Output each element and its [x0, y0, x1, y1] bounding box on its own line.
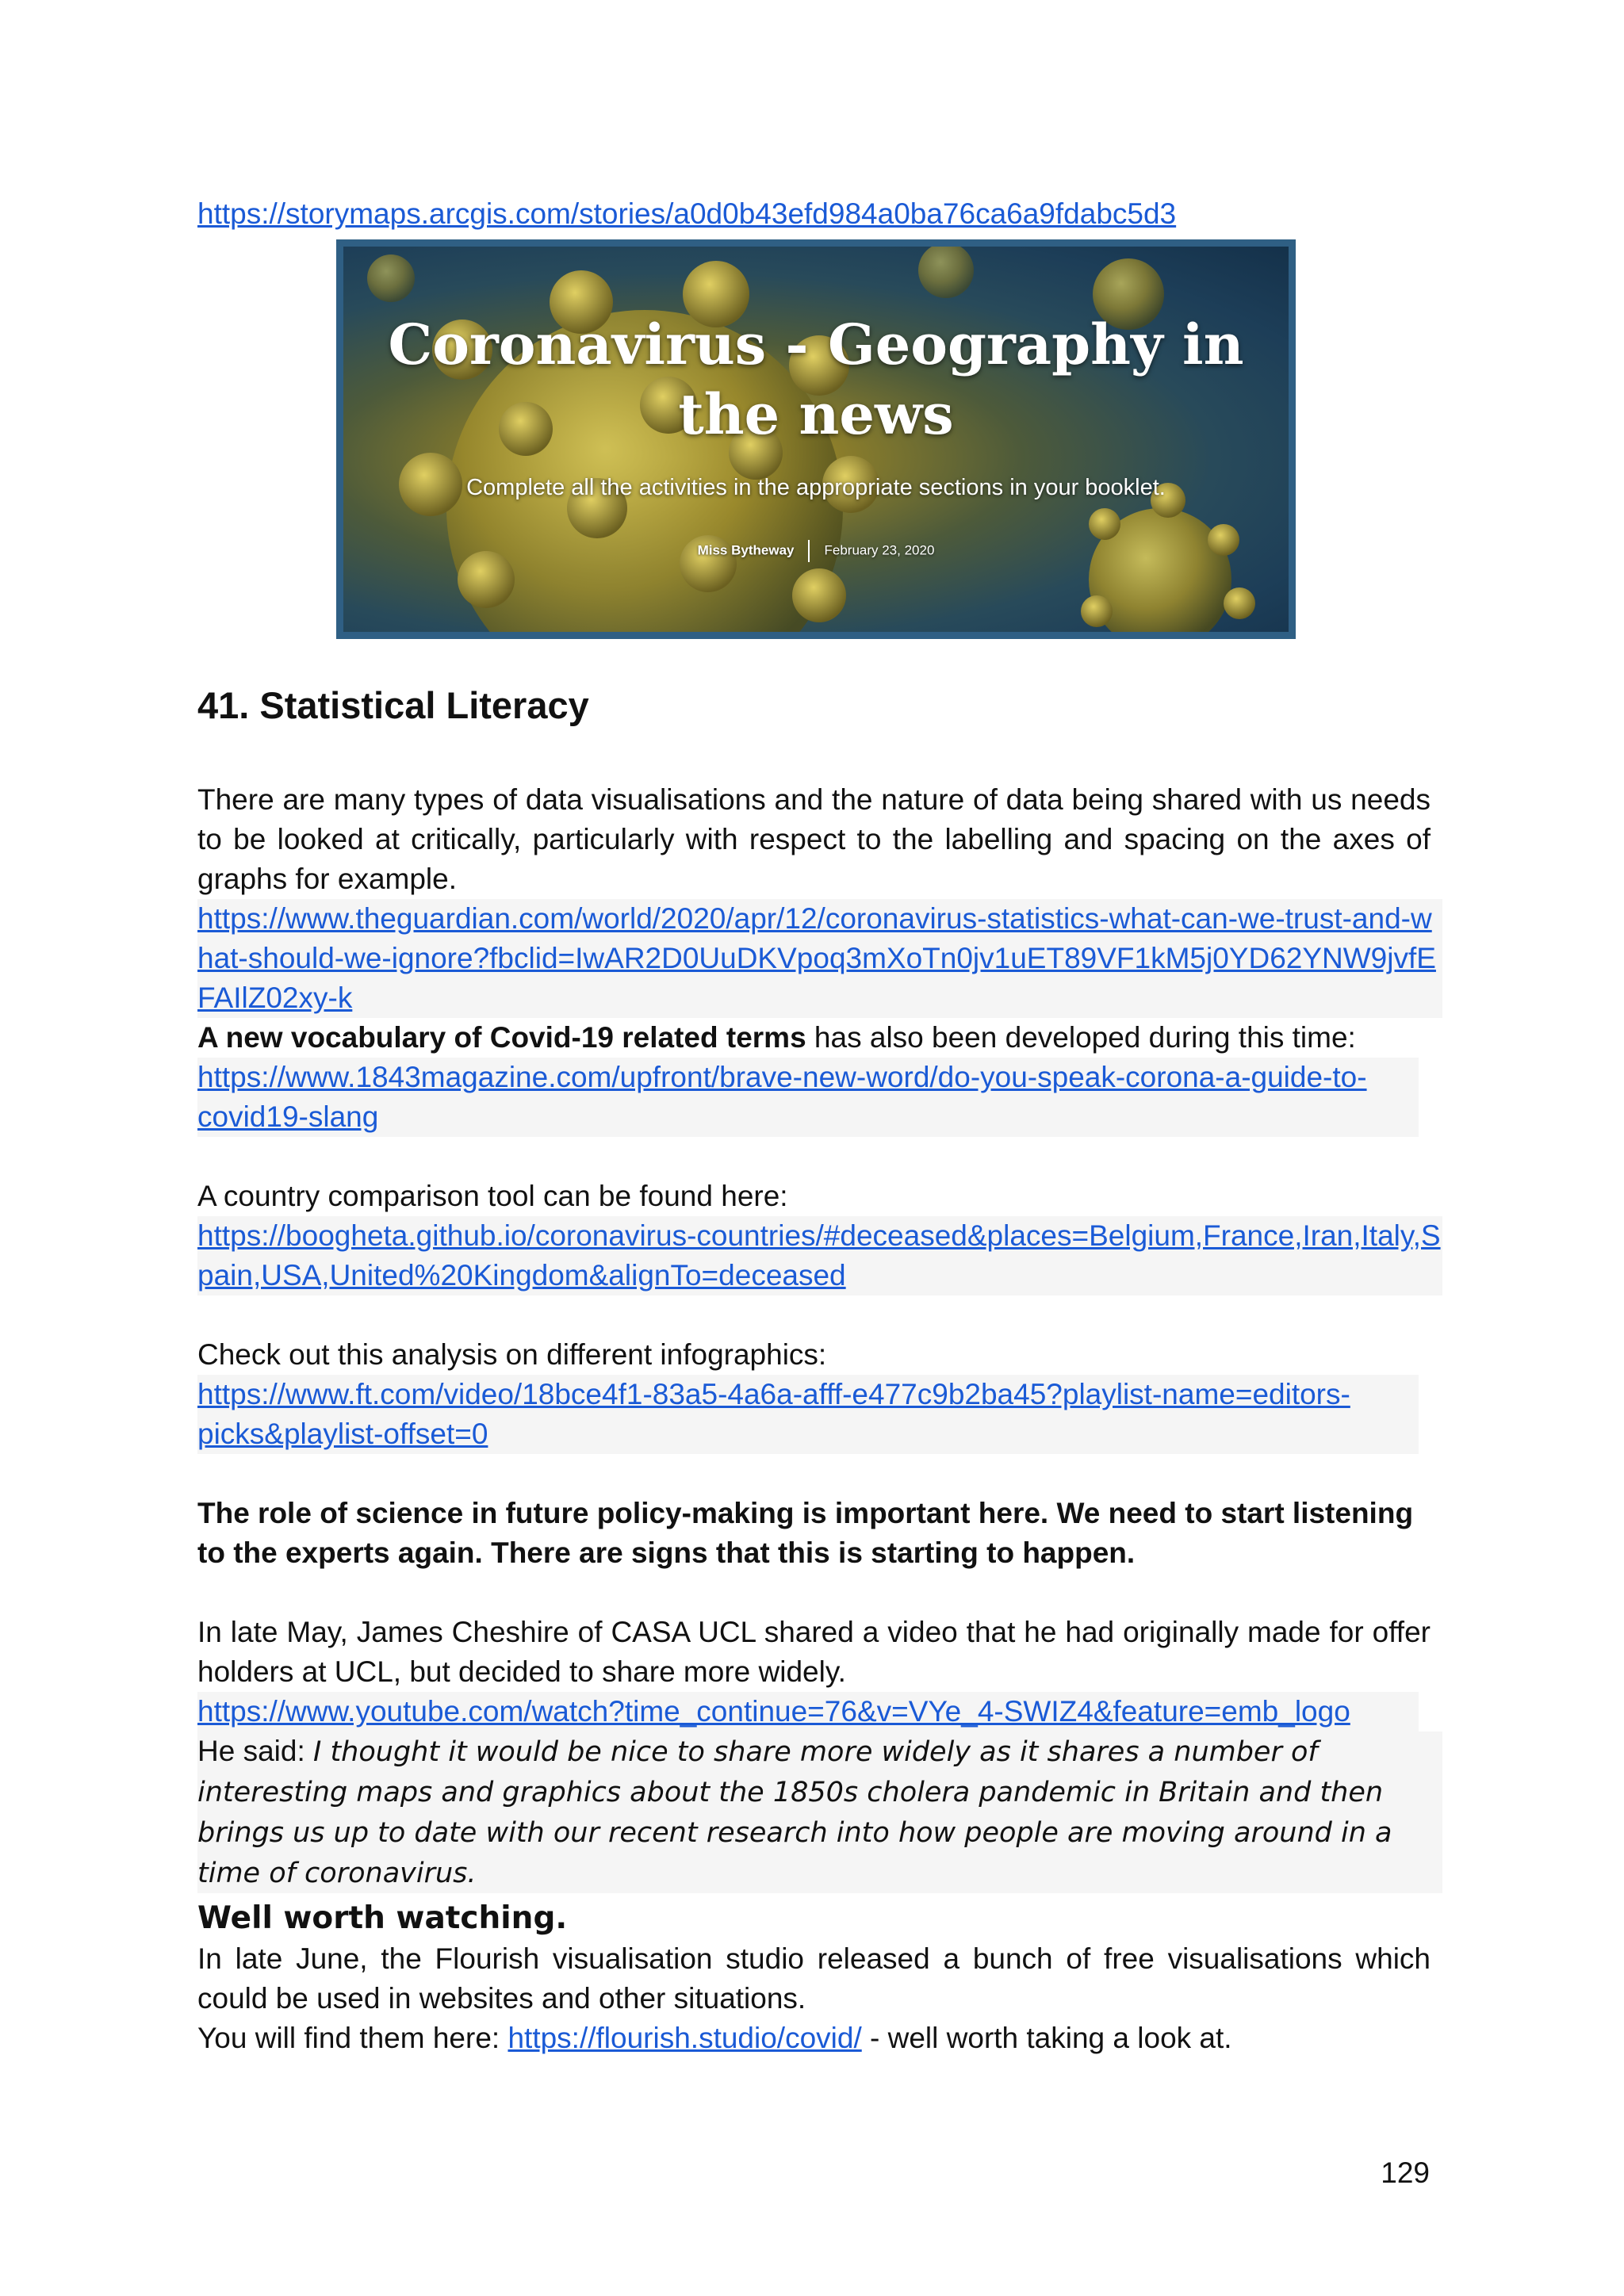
vocab-link[interactable]: https://www.1843magazine.com/upfront/brave-new-word/do-you-speak-corona-a-guide-to-covid19-slang [197, 1061, 1367, 1133]
banner-title: Coronavirus - Geography in the news [388, 312, 1244, 447]
flourish-paragraph: In late June, the Flourish visualisation studio released a bunch of free visualisations which could be used in websites and other situations. [197, 1942, 1431, 2015]
quote-paragraph [197, 1732, 1442, 1893]
youtube-link[interactable]: https://www.youtube.com/watch?time_continue=76&v=VYe_4-SWIZ4&feature=emb_logo [197, 1695, 1350, 1728]
well-worth-heading: Well worth watching. [197, 1900, 568, 1936]
intro-paragraph: There are many types of data visualisations and the nature of data being shared with us needs to be looked at critically, particularly with respect to the labelling and spacing on the axes of graphs for example. [197, 783, 1431, 895]
science-paragraph: The role of science in future policy-making is important here. We need to start listening to the experts again. There are signs that this is starting to happen. [197, 1497, 1414, 1569]
vocab-rest-text: has also been developed during this time: [806, 1021, 1356, 1054]
banner-date: February 23, 2020 [824, 542, 935, 558]
vocab-link-block [197, 1058, 1419, 1137]
section-heading: 41. Statistical Literacy [197, 684, 589, 726]
he-said-text: He said: [197, 1735, 314, 1767]
infographics-link-block [197, 1375, 1419, 1454]
banner-meta [343, 540, 1289, 562]
guardian-link-block [197, 899, 1442, 1018]
flourish-suffix: - well worth taking a look at. [861, 2022, 1232, 2054]
infographics-paragraph: Check out this analysis on different infographics: [197, 1338, 827, 1371]
infographics-link[interactable]: https://www.ft.com/video/18bce4f1-83a5-4a6a-afff-e477c9b2ba45?playlist-name=editors-picks&playlist-offset=0 [197, 1378, 1350, 1450]
flourish-link[interactable]: https://flourish.studio/covid/ [508, 2022, 862, 2054]
banner-author: Miss Bytheway [697, 542, 795, 558]
flourish-link-paragraph [197, 2019, 1431, 2058]
vocab-bold-text: A new vocabulary of Covid-19 related terms [197, 1021, 806, 1054]
guardian-link[interactable]: https://www.theguardian.com/world/2020/apr/12/coronavirus-statistics-what-can-we-trust-and-what-should-we-ignore?fbclid=IwAR2D0UuDKVpoq3mXoTn0jv1uET89VF1kM5j0YD62YNW9jvfEFAIlZ02xy-k [197, 902, 1436, 1014]
youtube-link-block [197, 1692, 1419, 1732]
banner-separator [808, 540, 810, 562]
storymap-link[interactable]: https://storymaps.arcgis.com/stories/a0d0b43efd984a0ba76ca6a9fdabc5d3 [197, 197, 1177, 230]
vocab-paragraph [197, 1018, 1431, 1058]
cheshire-quote: I thought it would be nice to share more widely as it shares a number of interesting maps and graphics about the 1850s cholera pandemic in Britain and then brings us up to date with our recent research into how people are moving around in a time of coronavirus. [197, 1736, 1392, 1889]
compare-link-block [197, 1216, 1442, 1295]
banner-subtitle: Complete all the activities in the appropriate sections in your booklet. [466, 475, 1166, 500]
compare-link[interactable]: https://boogheta.github.io/coronavirus-countries/#deceased&places=Belgium,France,Iran,Italy,Spain,USA,United%20Kingdom&alignTo=deceased [197, 1219, 1441, 1292]
compare-paragraph: A country comparison tool can be found here: [197, 1180, 788, 1212]
storymap-banner-image[interactable] [336, 239, 1296, 639]
cheshire-paragraph: In late May, James Cheshire of CASA UCL shared a video that he had originally made for offer holders at UCL, but decided to share more widely. [197, 1616, 1431, 1688]
page-number: 129 [1381, 2156, 1430, 2189]
flourish-prefix: You will find them here: [197, 2022, 508, 2054]
